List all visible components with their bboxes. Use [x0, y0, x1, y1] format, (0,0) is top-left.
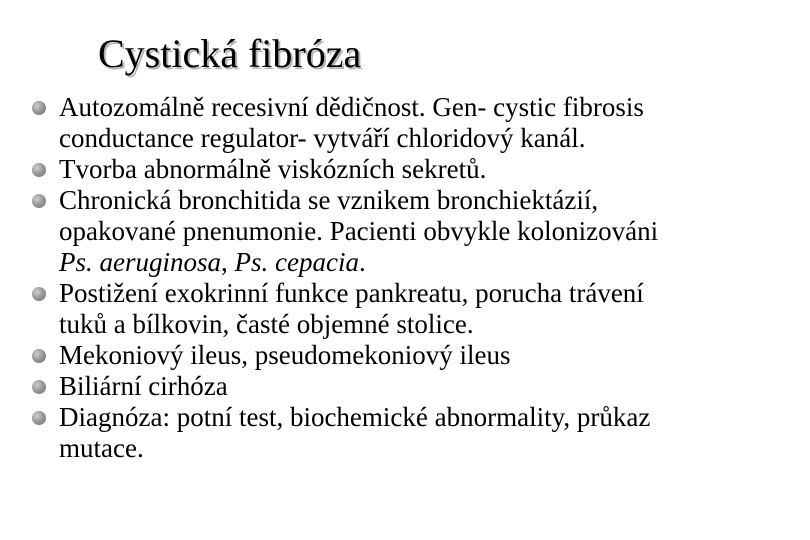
bullet-item: [0, 402, 800, 464]
species-name: Ps. aeruginosa: [59, 247, 221, 277]
bullet-dot-icon: [32, 163, 46, 177]
bullet-line: Biliární cirhóza: [59, 371, 228, 401]
bullet-line: Postižení exokrinní funkce pankreatu, porucha trávení: [59, 278, 644, 308]
bullet-item: [0, 92, 800, 154]
species-name: Ps. cepacia: [234, 247, 359, 277]
bullet-dot-icon: [32, 380, 46, 394]
bullet-line: mutace.: [59, 433, 144, 463]
bullet-dot-icon: [32, 194, 46, 208]
bullet-line: Chronická bronchitida se vznikem bronchiektázií,: [59, 185, 599, 215]
bullet-list: [0, 92, 800, 464]
bullet-item: [0, 278, 800, 340]
bullet-dot-icon: [32, 349, 46, 363]
bullet-item: [0, 154, 800, 185]
slide-title: Cystická fibróza: [98, 31, 362, 76]
bullet-dot-icon: [32, 411, 46, 425]
bullet-line-italic: [59, 247, 800, 278]
bullet-line: opakované pnenumonie. Pacienti obvykle kolonizováni: [59, 216, 659, 246]
bullet-line: Autozomálně recesivní dědičnost. Gen- cystic fibrosis: [59, 92, 644, 122]
bullet-dot-icon: [32, 101, 46, 115]
bullet-line: Tvorba abnormálně viskózních sekretů.: [59, 154, 487, 184]
bullet-item: [0, 340, 800, 371]
bullet-dot-icon: [32, 287, 46, 301]
bullet-line: Mekoniový ileus, pseudomekoniový ileus: [59, 340, 511, 370]
bullet-line: tuků a bílkovin, časté objemné stolice.: [59, 309, 474, 339]
bullet-line: conductance regulator- vytváří chloridový kanál.: [59, 123, 586, 153]
separator: ,: [221, 247, 235, 277]
bullet-item: [0, 185, 800, 278]
bullet-item: [0, 371, 800, 402]
bullet-line: Diagnóza: potní test, biochemické abnormality, průkaz: [59, 402, 651, 432]
line-end: .: [358, 247, 366, 277]
